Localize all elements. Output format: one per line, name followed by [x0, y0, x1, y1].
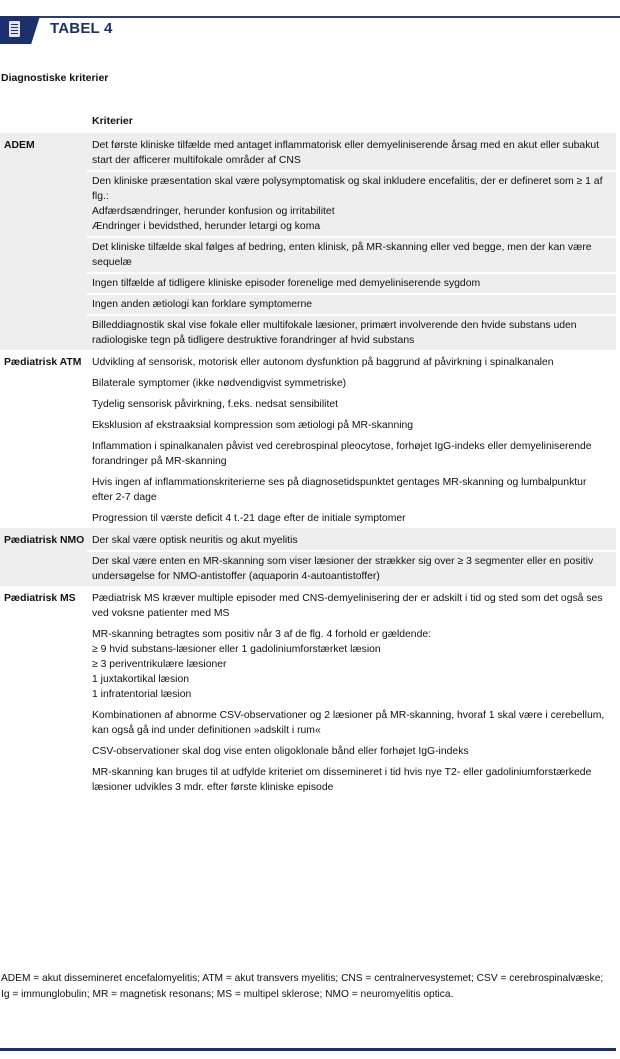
row-label: ADEM [4, 140, 35, 151]
criterion-text: MR-skanning betragtes som positiv når 3 af de flg. 4 forhold er gældende: [92, 629, 432, 640]
criterion-subitem: ≥ 9 hvid substans-læsioner eller 1 gadoliniumforstærket læsion [92, 644, 381, 655]
criterion-item [87, 350, 616, 372]
table-title: TABEL 4 [50, 20, 113, 37]
criterion-item [87, 586, 616, 623]
table-row [0, 586, 616, 797]
table-row [0, 528, 616, 586]
row-label: Pædiatrisk NMO [4, 535, 85, 546]
row-label: Pædiatrisk MS [4, 593, 76, 604]
table-row [0, 350, 616, 528]
criterion-item [87, 133, 616, 170]
criterion-subitem: Ændringer i bevidsthed, herunder letargi og koma [92, 221, 321, 232]
table-row [0, 133, 616, 350]
criterion-text: Ingen anden ætiologi kan forklare symptomerne [92, 299, 313, 310]
criterion-text: Hvis ingen af inflammationskriterierne ses på diagnosetidspunktet gentages MR-skanning og lumbalpunktur efter 2-7 dage [92, 477, 587, 503]
criterion-text: Progression til værste deficit 4 t.-21 dage efter de initiale symptomer [92, 513, 406, 524]
criteria-cell [87, 586, 616, 797]
criterion-text: Der skal være optisk neuritis og akut myelitis [92, 535, 298, 546]
header-rule [30, 16, 620, 18]
criterion-item [87, 761, 616, 797]
criterion-item [87, 740, 616, 761]
column-header-criteria: Kriterier [92, 115, 133, 127]
criteria-table [0, 133, 616, 797]
criterion-text: MR-skanning kan bruges til at udfylde kriteriet om dissemineret i tid hvis nye T2- eller gadoliniumforstærkede læsioner udvikles 3 mdr. efter første kliniske episode [92, 767, 592, 793]
criterion-item [87, 704, 616, 740]
table-footnote: ADEM = akut dissemineret encefalomyelitis; ATM = akut transvers myelitis; CNS = centralnervesystemet; CSV = cerebrospinalvæske; Ig = immunglobulin; MR = magnetisk resonans; MS = multipel sklerose; NMO = neuromyelitis optica. [1, 973, 604, 1000]
table-subtitle: Diagnostiske kriterier [1, 72, 109, 84]
criterion-text: Eksklusion af ekstraaksial kompression som ætiologi på MR-skanning [92, 420, 414, 431]
criterion-text: Pædiatrisk MS kræver multiple episoder med CNS-demyelinisering der er adskilt i tid og sted som det også ses ved voksne patienter med MS [92, 593, 603, 619]
criterion-item [87, 314, 616, 350]
criterion-subitem: ≥ 3 periventrikulære læsioner [92, 659, 227, 670]
criteria-cell [87, 133, 616, 350]
footer-rule [0, 1048, 616, 1051]
criterion-text: Billeddiagnostik skal vise fokale eller multifokale læsioner, primært involverende den hvide substans uden radiologiske tegn på tidligere destruktive forandringer af hvid substans [92, 320, 577, 346]
criterion-text: Inflammation i spinalkanalen påvist ved cerebrospinal pleocytose, forhøjet IgG-indeks eller demyeliniserende forandringer på MR-skanning [92, 441, 592, 467]
criteria-cell [87, 528, 616, 586]
criterion-subitem: Adfærdsændringer, herunder konfusion og irritabilitet [92, 206, 335, 217]
criterion-text: CSV-observationer skal dog vise enten oligoklonale bånd eller forhøjet IgG-indeks [92, 746, 469, 757]
criterion-item [87, 170, 616, 236]
criterion-item [87, 623, 616, 704]
criterion-item [87, 236, 616, 272]
criterion-item [87, 372, 616, 393]
criterion-text: Kombinationen af abnorme CSV-observationer og 2 læsioner på MR-skanning, hvoraf 1 skal være i cerebellum, kan også gå ind under definitionen »adskilt i rum« [92, 710, 605, 736]
criterion-text: Den kliniske præsentation skal være polysymptomatisk og skal inkludere encefalitis, der er defineret som ≥ 1 af flg.: [92, 176, 603, 202]
criteria-cell [87, 350, 616, 528]
criterion-text: Bilaterale symptomer (ikke nødvendigvist symmetriske) [92, 378, 347, 389]
criterion-item [87, 528, 616, 550]
criterion-item [87, 435, 616, 471]
criterion-item [87, 414, 616, 435]
document-list-icon [9, 21, 20, 37]
criterion-subitem: 1 infratentorial læsion [92, 689, 192, 700]
criterion-item [87, 393, 616, 414]
criterion-item [87, 550, 616, 586]
criterion-text: Ingen tilfælde af tidligere kliniske episoder forenelige med demyeliniserende sygdom [92, 278, 481, 289]
criterion-item [87, 293, 616, 314]
table-badge [0, 16, 40, 44]
criterion-item [87, 272, 616, 293]
criterion-text: Tydelig sensorisk påvirkning, f.eks. nedsat sensibilitet [92, 399, 339, 410]
row-label: Pædiatrisk ATM [4, 357, 82, 368]
criterion-subitem: 1 juxtakortikal læsion [92, 674, 190, 685]
criterion-text: Det kliniske tilfælde skal følges af bedring, enten klinisk, på MR-skanning eller ved begge, men der kan være sequelæ [92, 242, 592, 268]
criterion-text: Det første kliniske tilfælde med antaget inflammatorisk eller demyeliniserende årsag med en akut eller subakut start der afficerer multifokale områder af CNS [92, 140, 600, 166]
criterion-item [87, 471, 616, 507]
criterion-item [87, 507, 616, 528]
criterion-text: Udvikling af sensorisk, motorisk eller autonom dysfunktion på baggrund af påvirkning i spinalkanalen [92, 357, 554, 368]
criterion-text: Der skal være enten en MR-skanning som viser læsioner der strækker sig over ≥ 3 segmenter eller en positiv undersøgelse for NMO-antistoffer (aquaporin 4-autoantistoffer) [92, 556, 594, 582]
